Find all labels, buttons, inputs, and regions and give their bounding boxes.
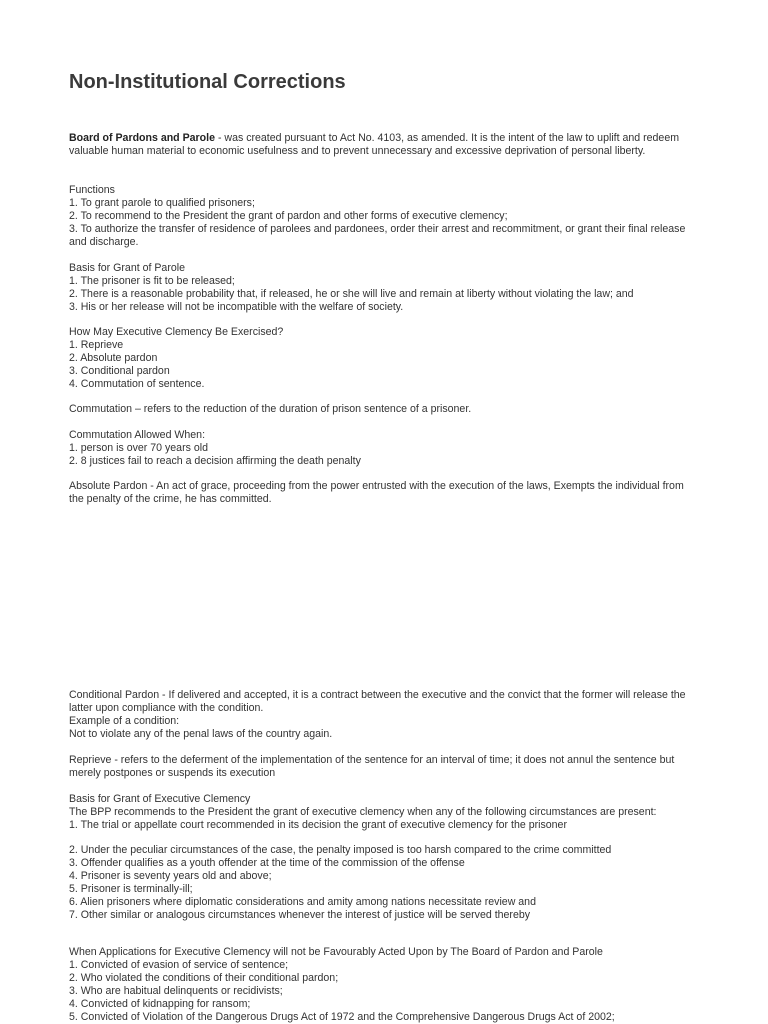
example-heading: Example of a condition: (69, 714, 180, 727)
list-item: 2. There is a reasonable probability that, if released, he or she will live and remain at liberty without violating the law; and (69, 287, 634, 300)
list-item: 6. Alien prisoners where diplomatic considerations and amity among nations necessitate review and (69, 895, 536, 908)
list-item: 4. Convicted of kidnapping for ransom; (69, 997, 251, 1010)
list-item: 2. Who violated the conditions of their conditional pardon; (69, 971, 339, 984)
commutation-allowed-heading: Commutation Allowed When: (69, 429, 206, 441)
list-item: 4. Commutation of sentence. (69, 377, 205, 390)
absolute-pardon-text: Absolute Pardon - An act of grace, proceeding from the power entrusted with the execution of the laws, Exempts the individual from the penalty of the crime, he has committed. (69, 480, 684, 505)
list-item: 5. Convicted of Violation of the Dangerous Drugs Act of 1972 and the Comprehensive Dangerous Drugs Act of 2002; (69, 1010, 615, 1023)
commutation-allowed-section (69, 429, 699, 468)
intro-term: Board of Pardons and Parole (69, 132, 215, 144)
list-item: 4. Prisoner is seventy years old and above; (69, 869, 272, 882)
list-item: 1. Convicted of evasion of service of sentence; (69, 958, 289, 971)
document-title: Non-Institutional Corrections (69, 71, 346, 93)
commutation-paragraph (69, 403, 699, 416)
clemency-exercise-section (69, 326, 699, 391)
unfavourable-section (69, 946, 699, 1023)
list-item: 2. To recommend to the President the grant of pardon and other forms of executive clemency; (69, 209, 508, 222)
clemency-exercise-heading: How May Executive Clemency Be Exercised? (69, 326, 284, 338)
list-item: 3. Who are habitual delinquents or recidivists; (69, 984, 283, 997)
list-item: 3. Offender qualifies as a youth offender at the time of the commission of the offense (69, 856, 465, 869)
list-item: 5. Prisoner is terminally-ill; (69, 882, 193, 895)
intro-text: - was created pursuant to Act No. 4103, as amended. It is the intent of the law to uplift and redeem valuable human material to economic usefulness and to prevent unnecessary and excessive deprivation of personal liberty. (69, 132, 680, 157)
list-item: 3. Conditional pardon (69, 364, 170, 377)
clemency-basis-heading: Basis for Grant of Executive Clemency (69, 793, 251, 805)
parole-basis-section (69, 262, 699, 314)
list-item: 1. person is over 70 years old (69, 441, 208, 454)
list-item: 1. The prisoner is fit to be released; (69, 274, 235, 287)
reprieve-paragraph (69, 754, 699, 780)
clemency-basis-intro: The BPP recommends to the President the grant of executive clemency when any of the following circumstances are present: (69, 805, 657, 818)
parole-basis-heading: Basis for Grant of Parole (69, 262, 185, 274)
list-item: 1. The trial or appellate court recommended in its decision the grant of executive clemency for the prisoner (69, 818, 567, 831)
list-item: 3. To authorize the transfer of residence of parolees and pardonees, order their arrest and recommitment, or grant their final release and discharge. (69, 222, 686, 248)
list-item: 2. 8 justices fail to reach a decision affirming the death penalty (69, 454, 361, 467)
example-text: Not to violate any of the penal laws of the country again. (69, 727, 333, 740)
list-item: 1. Reprieve (69, 338, 124, 351)
clemency-basis-list (69, 844, 699, 921)
conditional-pardon-section (69, 689, 699, 741)
list-item: 7. Other similar or analogous circumstances whenever the interest of justice will be served thereby (69, 908, 531, 921)
commutation-text: Commutation – refers to the reduction of the duration of prison sentence of a prisoner. (69, 403, 472, 415)
list-item: 2. Under the peculiar circumstances of the case, the penalty imposed is too harsh compared to the crime committed (69, 844, 612, 856)
functions-section (69, 184, 699, 249)
list-item: 1. To grant parole to qualified prisoners; (69, 196, 255, 209)
clemency-basis-section (69, 793, 699, 832)
intro-paragraph (69, 132, 699, 158)
conditional-pardon-text: Conditional Pardon - If delivered and accepted, it is a contract between the executive and the convict that the former will release the latter upon compliance with the condition. (69, 689, 686, 714)
list-item: 2. Absolute pardon (69, 351, 158, 364)
list-item: 3. His or her release will not be incompatible with the welfare of society. (69, 300, 404, 313)
reprieve-text: Reprieve - refers to the deferment of the implementation of the sentence for an interval of time; it does not annul the sentence but merely postpones or suspends its execution (69, 754, 675, 779)
functions-heading: Functions (69, 184, 115, 196)
unfavourable-heading: When Applications for Executive Clemency will not be Favourably Acted Upon by The Board of Pardon and Parole (69, 946, 603, 958)
absolute-pardon-paragraph (69, 480, 699, 506)
